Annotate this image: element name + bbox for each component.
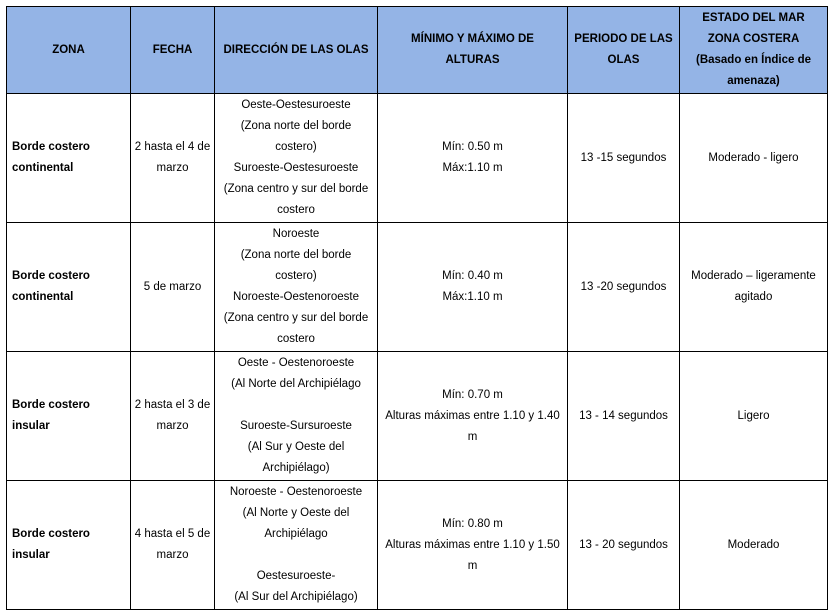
cell-zona-line: continental	[12, 162, 74, 174]
cell-direccion-line	[218, 545, 374, 566]
cell-alturas-line: Alturas máximas entre 1.10 y 1.50	[385, 538, 560, 551]
cell-alturas-line: Alturas máximas entre 1.10 y 1.40	[385, 409, 560, 422]
cell-direccion-line: (Al Sur del Archipiélago)	[234, 591, 358, 603]
cell-zona-line: Borde costero	[12, 270, 90, 282]
cell-direccion-line: costero)	[275, 270, 317, 282]
cell-direccion-line: (Zona norte del borde	[240, 249, 352, 261]
header-row	[7, 7, 828, 94]
cell-direccion-line: costero	[277, 333, 315, 345]
cell-alturas-line: m	[467, 430, 478, 443]
cell-zona-line: Borde costero	[12, 141, 90, 153]
header-estado-line: ZONA COSTERA	[707, 33, 800, 45]
header-estado-line: ESTADO DEL MAR	[702, 12, 805, 24]
cell-periodo-line: 13 -15 segundos	[580, 151, 667, 164]
cell-direccion-line: costero)	[275, 141, 317, 153]
cell-direccion-line: (Al Norte y Oeste del	[242, 507, 350, 519]
cell-direccion-line: Oeste - Oestenoroeste	[237, 357, 355, 369]
cell-direccion-line: (Zona norte del borde	[240, 120, 352, 132]
cell-direccion	[215, 352, 378, 481]
cell-alturas	[378, 481, 568, 610]
header-alturas	[378, 7, 568, 94]
cell-fecha-line: 2 hasta el 3 de	[134, 399, 211, 411]
cell-zona	[7, 223, 131, 352]
cell-estado-line: Ligero	[737, 409, 770, 422]
header-zona-text: ZONA	[52, 43, 85, 56]
cell-estado-line: Moderado - ligero	[708, 151, 799, 164]
cell-alturas	[378, 352, 568, 481]
cell-alturas-line: Mín: 0.50 m	[442, 141, 503, 153]
cell-direccion-line: Archipiélago)	[262, 462, 330, 474]
cell-zona	[7, 94, 131, 223]
cell-zona-line: Borde costero	[12, 399, 90, 411]
cell-direccion-line: (Zona centro y sur del borde	[223, 183, 369, 195]
cell-periodo	[568, 223, 680, 352]
header-zona	[7, 7, 131, 94]
cell-direccion-line	[218, 395, 374, 416]
cell-estado	[680, 352, 828, 481]
cell-estado-line: Moderado – ligeramente	[691, 270, 816, 282]
cell-zona-line: continental	[12, 291, 74, 303]
cell-direccion-line: Noroeste-Oestenoroeste	[233, 291, 359, 303]
cell-fecha	[131, 94, 215, 223]
header-alturas-line: MÍNIMO Y MÁXIMO DE	[411, 33, 534, 45]
header-fecha	[131, 7, 215, 94]
cell-direccion-line: Noroeste	[272, 228, 320, 240]
table-body	[7, 94, 828, 610]
cell-fecha-line: marzo	[156, 549, 189, 561]
cell-estado	[680, 223, 828, 352]
cell-direccion	[215, 223, 378, 352]
cell-zona	[7, 352, 131, 481]
cell-zona-line: insular	[12, 549, 50, 561]
cell-direccion-line: Suroeste-Sursuroeste	[240, 420, 352, 432]
cell-estado	[680, 94, 828, 223]
cell-zona-line: Borde costero	[12, 528, 90, 540]
table-row	[7, 481, 828, 610]
cell-alturas-line: Mín: 0.40 m	[442, 270, 503, 282]
cell-direccion-line: Oestesuroeste-	[256, 570, 336, 582]
cell-fecha-line: 2 hasta el 4 de	[134, 141, 211, 153]
cell-periodo	[568, 352, 680, 481]
header-periodo-line: PERIODO DE LAS	[574, 33, 673, 45]
cell-alturas-line: Mín: 0.70 m	[442, 388, 503, 401]
cell-periodo-line: 13 -20 segundos	[580, 280, 667, 293]
cell-periodo-line: 13 - 20 segundos	[579, 538, 668, 551]
cell-direccion-line: (Zona centro y sur del borde	[223, 312, 369, 324]
table-row	[7, 94, 828, 223]
cell-alturas-line: Máx:1.10 m	[442, 162, 503, 174]
header-alturas-line: ALTURAS	[445, 54, 500, 66]
cell-alturas	[378, 223, 568, 352]
cell-periodo-line: 13 - 14 segundos	[579, 409, 668, 422]
header-estado	[680, 7, 828, 94]
cell-alturas-line: m	[467, 559, 478, 572]
header-direccion	[215, 7, 378, 94]
cell-direccion-line: Noroeste - Oestenoroeste	[229, 486, 363, 498]
cell-estado-line: Moderado	[727, 538, 780, 551]
cell-fecha	[131, 223, 215, 352]
header-estado-line: (Basado en Índice de	[695, 54, 812, 66]
cell-alturas-line: Máx:1.10 m	[442, 291, 503, 303]
cell-estado-line: agitado	[734, 291, 773, 303]
cell-direccion-line: Suroeste-Oestesuroeste	[233, 162, 359, 174]
cell-alturas-line: Mín: 0.80 m	[442, 517, 503, 530]
cell-direccion-line: costero	[277, 204, 315, 216]
cell-direccion-line: (Al Norte del Archipiélago	[231, 378, 361, 390]
cell-periodo	[568, 481, 680, 610]
header-estado-line: amenaza)	[727, 75, 780, 87]
cell-direccion	[215, 481, 378, 610]
header-periodo-line: OLAS	[607, 54, 640, 66]
table-row	[7, 352, 828, 481]
table-row	[7, 223, 828, 352]
cell-fecha-line: 4 hasta el 5 de	[134, 528, 211, 540]
cell-zona	[7, 481, 131, 610]
cell-direccion-line: (Al Sur y Oeste del	[247, 441, 345, 453]
header-periodo	[568, 7, 680, 94]
cell-zona-line: insular	[12, 420, 50, 432]
cell-alturas	[378, 94, 568, 223]
cell-direccion-line: Archipiélago	[264, 528, 328, 540]
cell-estado	[680, 481, 828, 610]
header-direccion-text: DIRECCIÓN DE LAS OLAS	[223, 43, 369, 56]
cell-fecha-line: 5 de marzo	[143, 280, 202, 293]
wave-forecast-table	[6, 6, 828, 610]
cell-fecha	[131, 352, 215, 481]
cell-periodo	[568, 94, 680, 223]
cell-direccion	[215, 94, 378, 223]
header-fecha-text: FECHA	[152, 43, 193, 56]
cell-fecha-line: marzo	[156, 420, 189, 432]
cell-fecha	[131, 481, 215, 610]
cell-fecha-line: marzo	[156, 162, 189, 174]
cell-direccion-line: Oeste-Oestesuroeste	[241, 99, 351, 111]
